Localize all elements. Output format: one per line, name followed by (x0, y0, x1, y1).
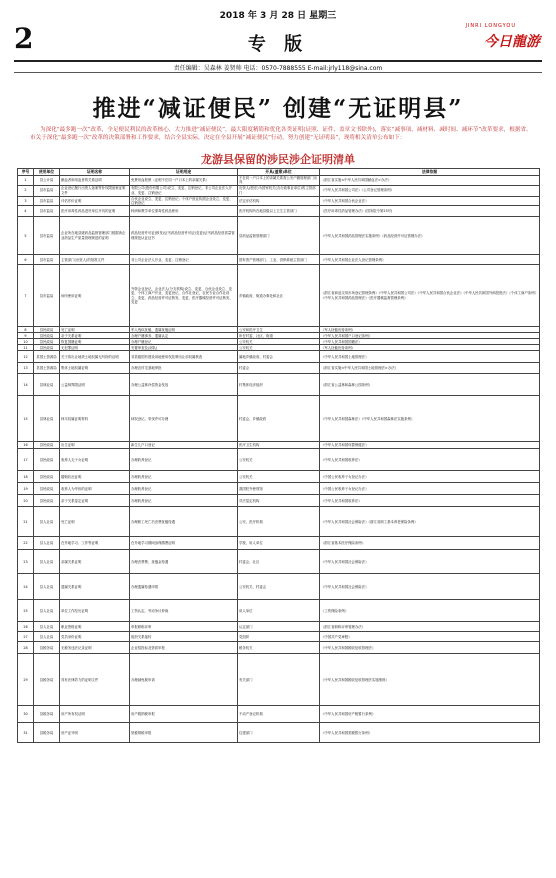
row-issuer-unit: 县市监局 (34, 206, 60, 217)
row-certificate-name: 集体土地权属证明 (60, 363, 130, 374)
row-certificate-name: 房产所有权证明 (60, 706, 130, 723)
table-row (18, 449, 540, 471)
row-purpose: 组织关系接转 (130, 632, 238, 642)
row-issuer-unit: 县人社局 (34, 550, 60, 574)
row-issuer-unit: 县税务局 (34, 723, 60, 743)
section-title: 专 版 (247, 34, 309, 55)
table-row (18, 495, 540, 507)
row-issuer-unit: 县民政局 (34, 483, 60, 495)
row-certificate-name: 恢复国籍证明 (60, 339, 130, 345)
row-issuing-unit: 不动产登记机构 (238, 706, 320, 723)
row-legal-basis: 《浙江省商品交易市场登记管理条例》《中华人民共和国公司法》《中华人民共和国合伙企业法》《中华人民共和国外商投资法》《个体工商户条例》《中华人民共和国药品管理法》《医疗器械监督管理条例》 (320, 265, 540, 327)
row-issuer-unit: 县民政局 (34, 495, 60, 507)
row-issuing-unit: 公安机关 (238, 471, 320, 483)
table-row (18, 196, 540, 206)
row-index: 23 (18, 550, 34, 574)
row-issuer-unit: 县林业局 (34, 396, 60, 442)
table-row (18, 374, 540, 396)
row-legal-basis: 《中华人民共和国收养法》 (320, 495, 540, 507)
row-legal-basis: 《中华人民共和国企业法人登记管理条例》 (320, 255, 540, 265)
row-issuer-unit: 县人社局 (34, 600, 60, 622)
row-certificate-name: 场所使用证明 (60, 265, 130, 327)
row-legal-basis: 《中华人民共和国土地管理法》 (320, 351, 540, 363)
row-issuing-unit: 县药品监督管理部门 (238, 217, 320, 255)
row-issuing-unit: 住建部门 (238, 723, 320, 743)
row-legal-basis: 《浙江省实施<中华人民共和国土地管理法>办法》 (320, 363, 540, 374)
row-purpose: 办理遗属待遇申领 (130, 574, 238, 600)
row-legal-basis: 《中华人民共和国公司法》《公司登记管理条例》 (320, 185, 540, 196)
row-index: 27 (18, 632, 34, 642)
table-row (18, 654, 540, 706)
row-index: 9 (18, 333, 34, 339)
row-purpose: 办理减免税申请 (130, 654, 238, 706)
row-legal-basis: 《中华人民共和国收养法》 (320, 449, 540, 471)
table-row (18, 185, 540, 196)
row-legal-basis: 《浙江省公益林和森林公园条例》 (320, 374, 540, 396)
row-purpose: 在外地学习期间参保缴费证明 (130, 537, 238, 550)
row-certificate-name: 死亡证明 (60, 327, 130, 333)
row-legal-basis: 《中华人民共和国合伙企业法》 (320, 196, 540, 206)
row-purpose: 办理收养登记 (130, 471, 238, 483)
table-row (18, 351, 540, 363)
row-issuer-unit: 县民政局 (34, 339, 60, 345)
table-row (18, 217, 540, 255)
row-purpose: 申报职称评审 (130, 622, 238, 632)
row-legal-basis: 《浙江省实施<中华人民共和国献血法>办法》 (320, 176, 540, 186)
row-legal-basis: 《中华人民共和国户口登记条例》 (320, 333, 540, 339)
row-index: 24 (18, 574, 34, 600)
row-legal-basis: 《中国共产党章程》 (320, 632, 540, 642)
row-purpose: 药品经营许可证(核发)证书药品经营许可证(变更)证书药品经营质量管理规范认证证书 (130, 217, 238, 255)
row-issuing-unit: 我国驻外使领馆 (238, 483, 320, 495)
row-issuing-unit: 有关部门 (238, 654, 320, 706)
row-legal-basis: 《中华人民共和国房产税暂行条例》 (320, 706, 540, 723)
col-header: 证明名称 (60, 169, 130, 176)
row-certificate-name: 婚姻状况证明 (60, 471, 130, 483)
row-index: 14 (18, 374, 34, 396)
row-index: 30 (18, 706, 34, 723)
row-purpose: 办理收养登记 (130, 495, 238, 507)
row-index: 12 (18, 351, 34, 363)
row-issuer-unit: 县国土资源局 (34, 363, 60, 374)
row-certificate-name: 死亡证明 (60, 507, 130, 537)
row-legal-basis: 《工伤保险条例》 (320, 600, 540, 622)
row-certificate-name: 亲子关系鉴定证明 (60, 495, 130, 507)
row-index: 3 (18, 196, 34, 206)
row-issuer-unit: 县人社局 (34, 537, 60, 550)
row-legal-basis: 《军人抚恤优待条例》 (320, 327, 540, 333)
row-certificate-name: 具有法律效力的证明文件 (60, 654, 130, 706)
issue-date: 2018 年 3 月 28 日 星期三 (219, 11, 337, 21)
row-certificate-name: 评估作价证明 (60, 196, 130, 206)
lead-paragraph: 为深化“最多跑一次”改革，全足便民利民的改革核心，大力推进“减证便民”，最大限度精简和优化各类证明(证照、证件、盖章文书除外)，落实“减事项、减材料、减时间、减环节”改革要求，根据省、市关于深化“最多跑一次”改革的决策部署和工作要求，结合全县实际，决定在全县开展“减证便民”行动，努力创建“无证明县”，现将相关清单公布如下： (30, 127, 532, 141)
row-purpose: 办理丧葬费、抚恤金待遇 (130, 550, 238, 574)
row-issuing-unit: 司法鉴定机构 (238, 495, 320, 507)
row-index: 6 (18, 255, 34, 265)
row-certificate-name: 林木权属证明材料 (60, 396, 130, 442)
row-issuing-unit: 税务机关 (238, 642, 320, 654)
row-issuing-unit: 认定部门 (238, 622, 320, 632)
row-index: 20 (18, 495, 34, 507)
certificate-table (17, 168, 540, 743)
row-purpose: 办理收养登记 (130, 483, 238, 495)
row-issuing-unit: 公安机关 (238, 449, 320, 471)
row-certificate-name: 亲子关系证明 (60, 333, 130, 339)
table-row (18, 206, 540, 217)
row-index: 4 (18, 206, 34, 217)
row-index: 16 (18, 442, 34, 449)
row-index: 11 (18, 345, 34, 351)
row-certificate-name: 关于拟出让地块土地权属无纠纷的证明 (60, 351, 130, 363)
row-purpose: 办理户籍事务、遗属认定 (130, 333, 238, 339)
row-index: 21 (18, 507, 34, 537)
editor-credits: 责任编辑：吴森林 姜贤帅 电话：0570-7888555 E-mail:jrly118@sina.com (173, 65, 383, 72)
row-purpose: 有限公司(股份有限公司)设立、变更、注销登记，非公司企业法人开业、变更、注销登记 (130, 185, 238, 196)
row-index: 31 (18, 723, 34, 743)
row-certificate-name: 在外地学习、工作等证明 (60, 537, 130, 550)
row-certificate-name: 无税务违法记录证明 (60, 642, 130, 654)
row-certificate-name: 献血者和用血者的关系证明 (60, 176, 130, 186)
row-purpose: 办理公益林补偿资金发放 (130, 374, 238, 396)
row-issuer-unit: 县人社局 (34, 632, 60, 642)
row-certificate-name: 收养人无子女证明 (60, 449, 130, 471)
col-header: 证明用途 (130, 169, 238, 176)
table-row (18, 176, 540, 186)
row-legal-basis: 《军人抚恤优待条例》 (320, 345, 540, 351)
row-legal-basis: 《中华人民共和国社会保险法》 (320, 574, 540, 600)
row-purpose: 新生儿户口登记 (130, 442, 238, 449)
brand-english: JINRI LONGYOU (465, 23, 516, 29)
row-purpose: 合伙企业设立、变更、注销登记；个体户营业执照企业设立、变更、注销登记 (130, 196, 238, 206)
row-issuer-unit: 县市监局 (34, 265, 60, 327)
row-issuer-unit: 县民政局 (34, 327, 60, 333)
page-number: 2 (14, 22, 34, 55)
header-rule-thin (14, 72, 542, 73)
row-certificate-name: 党员身份证明 (60, 632, 130, 642)
row-issuing-unit: 公安机关 (238, 339, 320, 345)
col-header: 序号 (18, 169, 34, 176)
row-issuer-unit: 县民政局 (34, 345, 60, 351)
row-issuing-unit: 医疗卫生机构 (238, 442, 320, 449)
row-legal-basis: 《中华人民共和国税收征收管理法》 (320, 642, 540, 654)
row-purpose: 房产税纳税申报 (130, 706, 238, 723)
row-certificate-name: 无犯罪证明 (60, 345, 130, 351)
table-row (18, 483, 540, 495)
table-row (18, 622, 540, 632)
row-index: 10 (18, 339, 34, 345)
row-certificate-name: 单位工作经历证明 (60, 600, 130, 622)
row-index: 2 (18, 185, 34, 196)
row-legal-basis: 《中华人民共和国税收征收管理法实施细则》 (320, 654, 540, 706)
row-issuing-unit: 医疗机构所在地县级以上卫生主管部门 (238, 206, 320, 217)
row-issuing-unit: 村集体经济组织 (238, 374, 320, 396)
row-issuer-unit: 县民政局 (34, 442, 60, 449)
row-purpose: 科研和教学单位需毒性药品使用 (130, 206, 238, 217)
row-legal-basis: 《中国公民收养子女登记办法》 (320, 483, 540, 495)
row-index: 25 (18, 600, 34, 622)
row-certificate-name: 职业资格证明 (60, 622, 130, 632)
row-legal-basis: 《中华人民共和国森林法》《中华人民共和国森林法实施条例》 (320, 396, 540, 442)
row-purpose: 外资企业登记，企业法人(分支机构)设立、变更，合伙企业设立、变更，个体工商户开业、变更登记，合作社登记，农民专业合作社设立、变更，药品经营许可证核发、变更，医疗器械经营许可证核发、变更 (130, 265, 238, 327)
row-certificate-name: 企业登记履行出资人备案等补权限备案证明文件 (60, 185, 130, 196)
row-purpose: 工伤认定、劳动争议仲裁 (130, 600, 238, 622)
headline: 推进“减证便民” 创建“无证明县” (92, 95, 464, 122)
table-row (18, 600, 540, 622)
row-index: 15 (18, 396, 34, 442)
row-issuer-unit: 县人社局 (34, 507, 60, 537)
row-issuer-unit: 县市监局 (34, 255, 60, 265)
row-legal-basis: 《浙江省职称评审管理办法》 (320, 622, 540, 632)
row-certificate-name: 出生证明 (60, 442, 130, 449)
row-issuer-unit: 县人社局 (34, 622, 60, 632)
row-purpose: 非县级国有建设用地使用权挂牌出让前权属核查 (130, 351, 238, 363)
table-row (18, 471, 540, 483)
row-index: 1 (18, 176, 34, 186)
row-purpose: 非公司企业法人开业、变更、注销登记 (130, 255, 238, 265)
row-index: 7 (18, 265, 34, 327)
table-row (18, 632, 540, 642)
table-row (18, 537, 540, 550)
row-index: 8 (18, 327, 34, 333)
col-header: 法律依据 (320, 169, 540, 176)
row-issuer-unit: 县税务局 (34, 706, 60, 723)
row-issuing-unit: 国有资产管理部门、工业、供销系统主管部门 (238, 255, 320, 265)
row-legal-basis: 《浙江省基本医疗保险条例》 (320, 537, 540, 550)
row-purpose: 企业招投标及资质申报 (130, 642, 238, 654)
row-purpose: 办理收养登记 (130, 449, 238, 471)
row-purpose: 安置审查及(部队) (130, 345, 238, 351)
row-issuer-unit: 县市监局 (34, 217, 60, 255)
brand-logo: 今日龍游 (484, 34, 540, 50)
row-issuing-unit: 法定评估机构 (238, 196, 320, 206)
row-legal-basis: 《中华人民共和国母婴保健法》 (320, 442, 540, 449)
table-row (18, 396, 540, 442)
row-legal-basis: 《医疗用毒性药品管理办法》(国务院令第23号) (320, 206, 540, 217)
row-issuing-unit: 所在村委、社区、街道 (238, 333, 320, 339)
row-purpose: 办理职工死亡后丧葬抚恤待遇 (130, 507, 238, 537)
row-issuing-unit: 乡镇政府、街道办事处和社区 (238, 265, 320, 327)
row-index: 19 (18, 483, 34, 495)
row-issuing-unit: 公安机关 (238, 345, 320, 351)
row-purpose: 办理农村宅基地审批 (130, 363, 238, 374)
row-issuing-unit: 公安、医疗机构 (238, 507, 320, 537)
row-legal-basis: 《中国公民收养子女登记办法》 (320, 471, 540, 483)
header-rule (14, 60, 542, 62)
row-issuing-unit: 村委会、乡镇政府 (238, 396, 320, 442)
row-issuer-unit: 县林业局 (34, 374, 60, 396)
row-issuer-unit: 县民政局 (34, 471, 60, 483)
table-row (18, 507, 540, 537)
row-issuing-unit: 公安机关、村委会 (238, 574, 320, 600)
row-issuer-unit: 县国土资源局 (34, 351, 60, 363)
table-row (18, 363, 540, 374)
table-row (18, 442, 540, 449)
table-row (18, 642, 540, 654)
row-issuing-unit: 党组织 (238, 632, 320, 642)
row-certificate-name: 主管部门(出资人)的批准文件 (60, 255, 130, 265)
row-issuer-unit: 县市监局 (34, 185, 60, 196)
row-purpose: 林权登记、采伐许可办理 (130, 396, 238, 442)
table-title: 龙游县保留的涉民涉企证明清单 (201, 153, 355, 166)
table-row (18, 723, 540, 743)
masthead (0, 0, 556, 70)
col-header: 开具(盖章)单位 (238, 169, 320, 176)
row-issuing-unit: 公安和医疗卫生 (238, 327, 320, 333)
table-row (18, 574, 540, 600)
row-certificate-name: 企业所在地县级药品监督管理部门根据该企业药品生产质量管理规范的证明 (60, 217, 130, 255)
row-index: 26 (18, 622, 34, 632)
col-header: 使用单位 (34, 169, 60, 176)
row-issuing-unit: 用人单位 (238, 600, 320, 622)
row-legal-basis: 《中华人民共和国国籍法》 (320, 339, 540, 345)
row-legal-basis: 《中华人民共和国社会保险法》 (320, 550, 540, 574)
row-issuing-unit: 出资人(股东)为国家机关(含行政事业单位)的主管部门 (238, 185, 320, 196)
row-issuing-unit: 属地乡镇政府、村委会 (238, 351, 320, 363)
row-index: 5 (18, 217, 34, 255)
row-certificate-name: 亲属关系证明 (60, 550, 130, 574)
row-certificate-name: 房产证号明 (60, 723, 130, 743)
row-issuer-unit: 县市监局 (34, 196, 60, 206)
row-purpose: 军人残疾抚恤、遗属抚恤证明 (130, 327, 238, 333)
row-purpose: 契税纳税申报 (130, 723, 238, 743)
row-index: 17 (18, 449, 34, 471)
row-certificate-name: 公益林界限证明 (60, 374, 130, 396)
row-index: 13 (18, 363, 34, 374)
row-purpose: 免费用血报销（证明不在同一户口本上的亲属关系） (130, 176, 238, 186)
row-legal-basis: 《中华人民共和国契税暂行条例》 (320, 723, 540, 743)
row-index: 28 (18, 642, 34, 654)
row-issuing-unit: 村委会 (238, 363, 320, 374)
row-issuer-unit: 县民政局 (34, 333, 60, 339)
row-issuing-unit: 不在同一户口本上的亲属关系需公安户籍管理部门出具 (238, 176, 320, 186)
table-row (18, 550, 540, 574)
table-row (18, 255, 540, 265)
table-body (18, 176, 540, 743)
row-issuer-unit: 县民政局 (34, 449, 60, 471)
row-purpose: 办理户籍登记 (130, 339, 238, 345)
table-row (18, 265, 540, 327)
row-certificate-name: 医疗用毒性药品进货单位开具的证明 (60, 206, 130, 217)
row-legal-basis: 《中华人民共和国药品管理法实施条例》《药品经营许可证管理办法》 (320, 217, 540, 255)
row-index: 18 (18, 471, 34, 483)
row-certificate-name: 遗属关系证明 (60, 574, 130, 600)
row-issuer-unit: 县税务局 (34, 654, 60, 706)
row-index: 29 (18, 654, 34, 706)
table-header-row (18, 169, 540, 176)
row-issuer-unit: 县公计局 (34, 176, 60, 186)
row-issuer-unit: 县人社局 (34, 574, 60, 600)
table-row (18, 706, 540, 723)
row-issuing-unit: 学校、用人单位 (238, 537, 320, 550)
row-issuing-unit: 村委会、社区 (238, 550, 320, 574)
row-issuer-unit: 县税务局 (34, 642, 60, 654)
row-certificate-name: 收养人为华侨的证明 (60, 483, 130, 495)
row-index: 22 (18, 537, 34, 550)
row-legal-basis: 《中华人民共和国社会保险法》《浙江省职工基本养老保险条例》 (320, 507, 540, 537)
